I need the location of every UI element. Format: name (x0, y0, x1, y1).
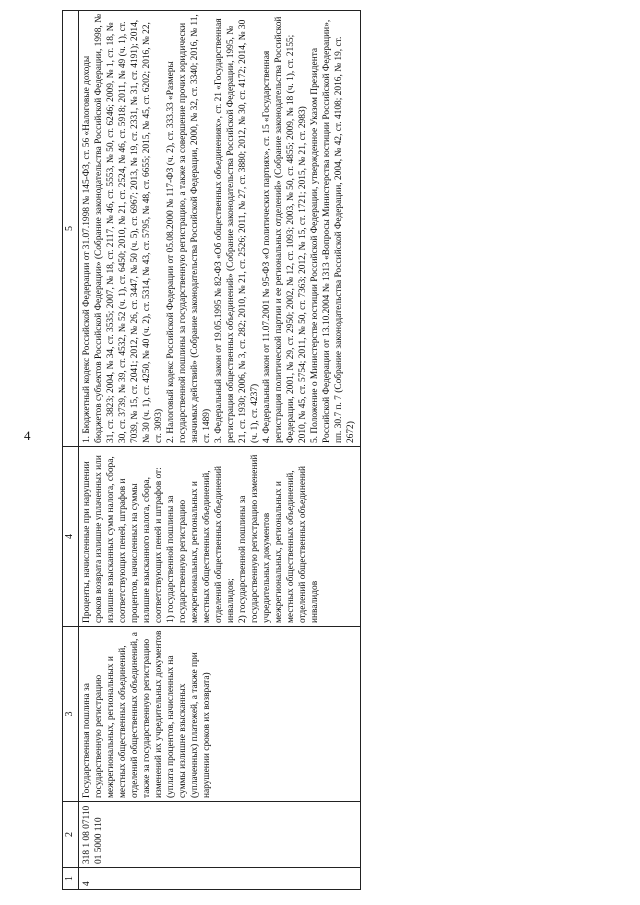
details-line: 2) государственной пошлины за государственную регистрацию изменений учредительных документов межрегиональных, региональных и местных общественных объединений, отделений общественных объединений инвалидов (238, 454, 321, 623)
legal-basis-item: 2. Налоговый кодекс Российской Федерации от 05.08.2000 № 117-ФЗ (ч. 2), ст. 333.33 «Размеры государственной пошлины за государственную регистрацию, а также за совершение прочих юридически значимых действий» (Собрание законодательства Российской Федерации, 2000, № 32, ст. 3340; 2016, № 11, ст. 1489) (166, 14, 213, 443)
revenue-name: Государственная пошлина за государственную регистрацию межрегиональных, региональных и местных общественных объединений, отделений общественных объединений, а также за государственную регистрацию изменений их учредительных документов (уплата процентов, начисленных на суммы излишне взысканных (уплаченных) платежей, а также при нарушении сроков их возврата) (78, 627, 360, 802)
details-line: 1) государственной пошлины за государственную регистрацию межрегиональных, региональных и местных общественных объединений, отделений общественных объединений инвалидов; (166, 465, 237, 623)
page-number: 4 (24, 428, 31, 443)
details-line: Проценты, начисленные при нарушении сроков возврата излишне уплаченных или излишне взысканных сумм налога, сбора, соответствующих пеней, штрафов и процентов, начисленных на суммы излишне взысканного налога, сбора, соответствующих пеней и штрафов от: (81, 455, 164, 623)
row-number: 4 (78, 868, 360, 890)
table-row (78, 11, 360, 890)
header-col-4: 4 (63, 447, 79, 627)
legal-basis-item: 5. Положение о Министерстве юстиции Российской Федерации, утвержденное Указом Президента Российской Федерации от 13.10.2004 № 1313 «Вопросы Министерства юстиции Российской Федерации», пп. 30.7 п. 7 (Собрание законодательства Российской Федерации, 2004, № 42, ст. 4108; 2016, № 19, ст. 2672) (310, 19, 357, 443)
legal-basis (78, 11, 360, 447)
legal-basis-item: 1. Бюджетный кодекс Российской Федерации от 31.07.1998 № 145-ФЗ, ст. 56 «Налоговые доходы бюджетов субъектов Российской Федерации» (Собрание законодательства Российской Федерации, 1998, № 31, ст. 3823; 2004, № 34, ст. 3535; 2007, № 18, ст. 2117, № 46, ст. 5553, № 50, ст. 6246; 2009, № 1, ст. 18, № 30, ст. 3739, № 39, ст. 4532, № 52 (ч. 1), ст. 6450; 2010, № 21, ст. 2524, № 46, ст. 5918; 2011, № 49 (ч. 1), ст. 7039, № 15, ст. 2041; 2012, № 26, ст. 3447, № 50 (ч. 5), ст. 6967; 2013, № 19, ст. 2331, № 31, ст. 4191); 2014, № 30 (ч. 1), ст. 4250, № 40 (ч. 2), ст. 5314, № 43, ст. 5795, № 48, ст. 6655; 2015, № 45, ст. 6202; 2016, № 22, ст. 3093) (81, 13, 164, 443)
header-col-2: 2 (63, 802, 79, 868)
legal-basis-item: 4. Федеральный закон от 11.07.2001 № 95-ФЗ «О политических партиях», ст. 15 «Государственная регистрация политической партии и ее региональных отделений» (Собрание законодательства Российской Федерации, 2001, № 29, ст. 2950; 2002, № 12, ст. 1093; 2003, № 50, ст. 4855; 2009, № 18 (ч. 1), ст. 2155; 2010, № 45, ст. 5754; 2011, № 50, ст. 7363; 2012, № 15, ст. 1721; 2015, № 21, ст. 2983) (262, 16, 309, 443)
header-col-3: 3 (63, 627, 79, 802)
header-col-1: 1 (63, 868, 79, 890)
header-row (63, 11, 79, 890)
rotated-table-area (62, 10, 602, 890)
budget-code: 318 1 08 07110 01 5000 110 (78, 802, 360, 868)
revenue-details (78, 447, 360, 627)
classification-table (62, 10, 361, 890)
header-col-5: 5 (63, 11, 79, 447)
legal-basis-item: 3. Федеральный закон от 19.05.1995 № 82-ФЗ «Об общественных объединениях», ст. 21 «Государственная регистрация общественных объединений» (Собрание законодательства Российской Федерации, 1995, № 21, ст. 1930; 2006, № 3, ст. 282; 2010, № 21, ст. 2526; 2011, № 27, ст. 3880; 2012, № 30, ст. 4172; 2014, № 30 (ч. 1), ст. 4237) (214, 18, 261, 443)
